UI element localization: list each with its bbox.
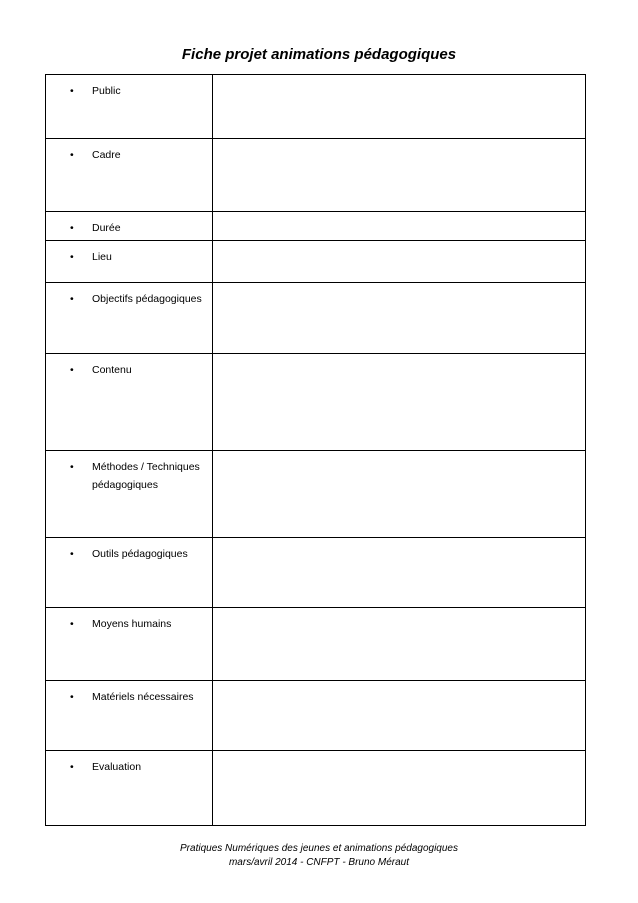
value-cell-lieu[interactable]: [213, 241, 586, 283]
bullet-icon: •: [70, 293, 74, 305]
row-label-contenu: Contenu: [92, 364, 132, 376]
page-footer: [0, 842, 638, 870]
value-cell-contenu[interactable]: [213, 354, 586, 451]
label-cell: [46, 139, 213, 212]
label-cell: [46, 681, 213, 751]
label-cell: [46, 608, 213, 681]
bullet-icon: •: [70, 548, 74, 560]
project-form-table: [45, 74, 586, 826]
value-cell-materiels[interactable]: [213, 681, 586, 751]
footer-line-1: Pratiques Numériques des jeunes et animations pédagogiques: [180, 843, 458, 854]
row-label-methodes: Méthodes / Techniques pédagogiques: [92, 461, 200, 491]
value-cell-public[interactable]: [213, 75, 586, 139]
bullet-icon: •: [70, 251, 74, 263]
form-row-contenu: [46, 354, 586, 451]
value-cell-objectifs[interactable]: [213, 283, 586, 354]
page-title: Fiche projet animations pédagogiques: [181, 46, 457, 63]
bullet-icon: •: [70, 222, 74, 234]
label-cell: [46, 451, 213, 538]
label-cell: [46, 751, 213, 826]
form-row-objectifs: [46, 283, 586, 354]
form-row-duree: [46, 212, 586, 241]
label-cell: [46, 354, 213, 451]
row-label-objectifs: Objectifs pédagogiques: [92, 293, 202, 305]
value-cell-cadre[interactable]: [213, 139, 586, 212]
form-row-evaluation: [46, 751, 586, 826]
bullet-icon: •: [70, 618, 74, 630]
label-cell: [46, 283, 213, 354]
value-cell-moyens[interactable]: [213, 608, 586, 681]
form-row-outils: [46, 538, 586, 608]
form-row-moyens: [46, 608, 586, 681]
form-row-methodes: [46, 451, 586, 538]
label-cell: [46, 75, 213, 139]
row-label-outils: Outils pédagogiques: [92, 548, 188, 560]
label-cell: [46, 538, 213, 608]
form-row-materiels: [46, 681, 586, 751]
bullet-icon: •: [70, 461, 74, 473]
label-cell: [46, 241, 213, 283]
bullet-icon: •: [70, 85, 74, 97]
value-cell-methodes[interactable]: [213, 451, 586, 538]
footer-line-2: mars/avril 2014 - CNFPT - Bruno Méraut: [228, 857, 410, 868]
value-cell-outils[interactable]: [213, 538, 586, 608]
bullet-icon: •: [70, 149, 74, 161]
form-row-public: [46, 75, 586, 139]
row-label-duree: Durée: [92, 222, 121, 234]
label-cell: [46, 212, 213, 241]
row-label-public: Public: [92, 85, 121, 97]
form-row-lieu: [46, 241, 586, 283]
bullet-icon: •: [70, 761, 74, 773]
bullet-icon: •: [70, 691, 74, 703]
value-cell-evaluation[interactable]: [213, 751, 586, 826]
row-label-cadre: Cadre: [92, 149, 121, 161]
row-label-materiels: Matériels nécessaires: [92, 691, 194, 703]
row-label-lieu: Lieu: [92, 251, 112, 263]
row-label-evaluation: Evaluation: [92, 761, 142, 773]
form-row-cadre: [46, 139, 586, 212]
value-cell-duree[interactable]: [213, 212, 586, 241]
row-label-moyens: Moyens humains: [92, 618, 172, 630]
bullet-icon: •: [70, 364, 74, 376]
